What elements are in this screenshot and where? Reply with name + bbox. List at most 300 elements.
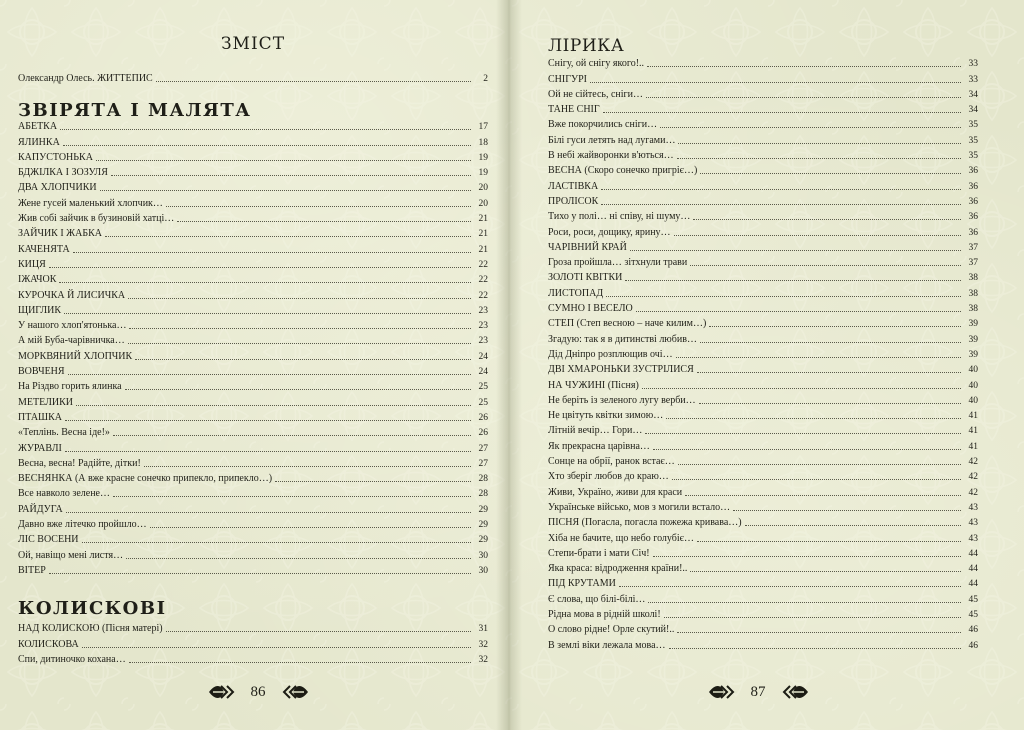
dot-leader: [82, 542, 471, 543]
toc-entry-title: НАД КОЛИСКОЮ (Пісня матері): [18, 623, 163, 635]
section-title-liryka: ЛІРИКА: [548, 36, 625, 56]
toc-entry-page: 46: [968, 640, 978, 651]
toc-entry: [548, 269, 978, 284]
toc-entry-page: 40: [968, 365, 978, 376]
toc-entry-page: 35: [968, 120, 978, 131]
toc-entry: [548, 223, 978, 238]
toc-entry-title: В небі жайворонки в'ються…: [548, 150, 674, 162]
dot-leader: [126, 558, 471, 559]
toc-entry-title: ЧАРІВНИЙ КРАЙ: [548, 241, 627, 253]
toc-entry-page: 33: [968, 74, 978, 85]
toc-entry: [18, 179, 488, 194]
toc-entry-page: 18: [478, 137, 488, 148]
toc-entry-title: КИЦЯ: [18, 258, 46, 270]
toc-entry: [18, 485, 488, 500]
toc-entry-title: КОЛИСКОВА: [18, 638, 79, 650]
toc-entry: [548, 606, 978, 621]
toc-entry: [548, 330, 978, 345]
toc-entry: [548, 621, 978, 636]
toc-entry: [18, 70, 488, 85]
dot-leader: [653, 449, 961, 450]
toc-entry-page: 25: [478, 397, 488, 408]
toc-entry: [18, 651, 488, 666]
toc-entry-title: У нашого хлоп'ятонька…: [18, 320, 127, 332]
toc-entry-title: КАПУСТОНЬКА: [18, 151, 93, 163]
toc-entry-title: Хіба не бачите, що небо голубіє…: [548, 532, 694, 544]
toc-entry-page: 37: [968, 242, 978, 253]
toc-entry-page: 36: [968, 212, 978, 223]
dot-leader: [150, 527, 471, 528]
toc-entry-title: ЛІС ВОСЕНИ: [18, 534, 79, 546]
dot-leader: [105, 236, 471, 237]
toc-entry-title: Згадую: так я в дитинстві любив…: [548, 333, 697, 345]
dot-leader: [590, 82, 961, 83]
toc-entry-page: 22: [478, 275, 488, 286]
toc-entry-title: ПРОЛІСОК: [548, 195, 599, 207]
toc-entry: [18, 635, 488, 650]
toc-entry: [18, 118, 488, 133]
dot-leader: [664, 617, 961, 618]
dot-leader: [690, 571, 961, 572]
toc-entry-title: «Теплінь. Весна іде!»: [18, 427, 110, 439]
toc-entry-page: 30: [478, 565, 488, 576]
toc-entry: [548, 376, 978, 391]
dot-leader: [82, 647, 471, 648]
dot-leader: [166, 631, 471, 632]
dot-leader: [49, 573, 471, 574]
toc-entry: [548, 162, 978, 177]
toc-entry: [18, 455, 488, 470]
toc-entry-page: 42: [968, 487, 978, 498]
toc-entry-page: 44: [968, 548, 978, 559]
toc-entry-title: Дід Дніпро розплющив очі…: [548, 348, 673, 360]
toc-entry-page: 28: [478, 489, 488, 500]
toc-entry-title: МЕТЕЛИКИ: [18, 396, 73, 408]
left-ornament-icon: [207, 682, 241, 702]
toc-entry: [18, 500, 488, 515]
dot-leader: [645, 433, 961, 434]
toc-entry-title: ІЖАЧОК: [18, 274, 57, 286]
toc-entry-title: Снігу, ой снігу якого!..: [548, 58, 645, 70]
toc-entry: [18, 240, 488, 255]
toc-entry-page: 43: [968, 502, 978, 513]
toc-entry: [18, 210, 488, 225]
toc-entry-page: 29: [478, 520, 488, 531]
dot-leader: [660, 127, 961, 128]
toc-entry: [18, 562, 488, 577]
dot-leader: [690, 265, 961, 266]
toc-entry-page: 34: [968, 89, 978, 100]
dot-leader: [653, 556, 961, 557]
toc-entry: [18, 531, 488, 546]
toc-entry: [548, 300, 978, 315]
toc-entry-page: 42: [968, 457, 978, 468]
toc-entry: [18, 194, 488, 209]
toc-entry: [548, 636, 978, 651]
toc-entry-title: Весна, весна! Радійте, дітки!: [18, 457, 141, 469]
toc-entry-title: МОРКВЯНИЙ ХЛОПЧИК: [18, 350, 133, 362]
toc-entry-page: 38: [968, 273, 978, 284]
toc-entry: [18, 363, 488, 378]
toc-entry-page: 22: [478, 259, 488, 270]
toc-entry-page: 21: [478, 244, 488, 255]
toc-entry: [18, 149, 488, 164]
right-ornament-icon: [776, 682, 810, 702]
toc-entry-title: ЗАЙЧИК І ЖАБКА: [18, 228, 102, 240]
toc-entry-page: 17: [478, 122, 488, 133]
toc-entry-title: НА ЧУЖИНІ (Пісня): [548, 379, 639, 391]
dot-leader: [601, 204, 961, 205]
toc-entry: [18, 133, 488, 148]
toc-entry-page: 39: [968, 349, 978, 360]
dot-leader: [65, 451, 471, 452]
toc-entry-title: ДВІ ХМАРОНЬКИ ЗУСТРІЛИСЯ: [548, 364, 694, 376]
toc-entry-title: ТАНЕ СНІГ: [548, 104, 600, 116]
toc-entry-page: 22: [478, 290, 488, 301]
toc-entry: [18, 271, 488, 286]
toc-entry: [18, 256, 488, 271]
toc-entry-page: 36: [968, 227, 978, 238]
dot-leader: [144, 466, 471, 467]
toc-entry: [548, 55, 978, 70]
toc-entry-page: 37: [968, 258, 978, 269]
dot-leader: [49, 267, 471, 268]
dot-leader: [73, 252, 471, 253]
dot-leader: [677, 632, 961, 633]
toc-entry-page: 42: [968, 472, 978, 483]
dot-leader: [68, 374, 471, 375]
toc-entry: [548, 514, 978, 529]
toc-entry-title: ЯЛИНКА: [18, 136, 60, 148]
dot-leader: [135, 359, 471, 360]
left-ornament-icon: [707, 682, 741, 702]
toc-entry-title: Жене гусей маленький хлопчик…: [18, 197, 163, 209]
book-gutter: [496, 0, 522, 730]
toc-entry: [18, 347, 488, 362]
toc-entry-title: А мій Буба-чарівничка…: [18, 335, 125, 347]
toc-entry-page: 24: [478, 367, 488, 378]
toc-entry-title: Жив собі зайчик в бузиновій хатці…: [18, 213, 175, 225]
toc-entry: [548, 254, 978, 269]
toc-entry-title: ВІТЕР: [18, 564, 46, 576]
toc-entry: [548, 453, 978, 468]
toc-entry-title: ВЕСНА (Скоро сонечко пригріє…): [548, 165, 698, 177]
toc-entry: [548, 361, 978, 376]
dot-leader: [156, 81, 471, 82]
toc-entry: [18, 286, 488, 301]
toc-entry: [548, 86, 978, 101]
toc-entry: [548, 529, 978, 544]
page-number-left: [188, 679, 328, 705]
toc-entry-page: 31: [478, 624, 488, 635]
toc-entry-page: 24: [478, 351, 488, 362]
toc-entry: [18, 378, 488, 393]
toc-entry-title: Степи-брати і мати Січ!: [548, 547, 650, 559]
toc-entry-page: 38: [968, 288, 978, 299]
toc-entry: [548, 468, 978, 483]
toc-entry: [548, 590, 978, 605]
dot-leader: [733, 510, 961, 511]
toc-entry-page: 46: [968, 625, 978, 636]
toc-entry-page: 21: [478, 214, 488, 225]
dot-leader: [125, 389, 471, 390]
toc-entry: [18, 317, 488, 332]
toc-entry-page: 36: [968, 181, 978, 192]
dot-leader: [697, 541, 961, 542]
toc-entry: [548, 422, 978, 437]
toc-intro-list: [18, 70, 488, 85]
toc-entry: [548, 131, 978, 146]
toc-entry-page: 23: [478, 321, 488, 332]
toc-list-zviriata: [18, 118, 488, 577]
toc-entry-page: 20: [478, 198, 488, 209]
toc-entry-title: Не беріть із зеленого лугу верби…: [548, 394, 696, 406]
toc-entry-page: 34: [968, 105, 978, 116]
dot-leader: [685, 495, 961, 496]
toc-entry-page: 28: [478, 474, 488, 485]
toc-entry-page: 40: [968, 380, 978, 391]
toc-entry: [18, 424, 488, 439]
page-number-text: 86: [250, 683, 266, 700]
dot-leader: [601, 189, 961, 190]
toc-entry-page: 45: [968, 594, 978, 605]
toc-entry-title: Рідна мова в рідній школі!: [548, 608, 661, 620]
dot-leader: [128, 343, 471, 344]
toc-entry: [18, 332, 488, 347]
dot-leader: [678, 143, 961, 144]
dot-leader: [166, 206, 471, 207]
toc-entry-page: 43: [968, 518, 978, 529]
toc-entry-title: ПІД КРУТАМИ: [548, 578, 616, 590]
toc-entry: [18, 302, 488, 317]
toc-entry: [18, 164, 488, 179]
dot-leader: [678, 464, 961, 465]
toc-entry: [548, 208, 978, 223]
section-title-kolyskovi: КОЛИСКОВІ: [18, 598, 167, 619]
toc-entry-title: ЗОЛОТІ КВІТКИ: [548, 272, 623, 284]
toc-entry: [18, 470, 488, 485]
dot-leader: [129, 328, 471, 329]
dot-leader: [63, 145, 471, 146]
toc-entry-title: КУРОЧКА Й ЛИСИЧКА: [18, 289, 126, 301]
toc-entry-page: 41: [968, 426, 978, 437]
toc-entry-page: 27: [478, 458, 488, 469]
toc-entry-title: БДЖІЛКА І ЗОЗУЛЯ: [18, 167, 108, 179]
toc-entry: [548, 101, 978, 116]
toc-entry-title: Давно вже літечко пройшло…: [18, 519, 147, 531]
toc-entry-page: 2: [483, 74, 488, 85]
toc-entry-page: 32: [478, 654, 488, 665]
toc-entry: [548, 483, 978, 498]
toc-entry: [548, 147, 978, 162]
toc-list-kolyskovi: [18, 620, 488, 666]
toc-entry: [18, 439, 488, 454]
toc-entry-page: 26: [478, 428, 488, 439]
toc-entry: [548, 437, 978, 452]
toc-entry-title: Роси, роси, дощику, ярину…: [548, 226, 671, 238]
dot-leader: [642, 388, 961, 389]
toc-entry-title: ЛАСТІВКА: [548, 180, 599, 192]
toc-entry: [18, 620, 488, 635]
toc-entry-page: 21: [478, 229, 488, 240]
dot-leader: [113, 496, 471, 497]
toc-entry: [548, 193, 978, 208]
toc-entry-page: 23: [478, 336, 488, 347]
toc-entry-page: 27: [478, 443, 488, 454]
page-number-text: 87: [750, 683, 766, 700]
toc-entry-page: 23: [478, 305, 488, 316]
toc-entry-title: ВЕСНЯНКА (А вже красне сонечко припекло, припекло…): [18, 473, 273, 485]
toc-entry-title: СНІГУРІ: [548, 73, 587, 85]
toc-entry-page: 32: [478, 639, 488, 650]
dot-leader: [96, 160, 471, 161]
toc-entry: [548, 545, 978, 560]
dot-leader: [669, 648, 961, 649]
toc-entry: [548, 70, 978, 85]
toc-entry-title: Спи, дитиночко кохана…: [18, 653, 126, 665]
toc-entry: [548, 392, 978, 407]
dot-leader: [700, 173, 961, 174]
dot-leader: [76, 405, 471, 406]
dot-leader: [603, 112, 961, 113]
dot-leader: [674, 235, 961, 236]
toc-entry-title: Тихо у полі… ні співу, ні шуму…: [548, 211, 691, 223]
toc-entry: [548, 239, 978, 254]
toc-entry-title: Як прекрасна царівна…: [548, 440, 650, 452]
toc-entry-page: 44: [968, 579, 978, 590]
dot-leader: [65, 420, 471, 421]
toc-entry-page: 25: [478, 382, 488, 393]
toc-entry-page: 36: [968, 196, 978, 207]
dot-leader: [709, 326, 961, 327]
toc-entry: [548, 315, 978, 330]
toc-entry: [548, 346, 978, 361]
toc-entry-title: Вже покорчились сніги…: [548, 119, 658, 131]
toc-entry-title: ЖУРАВЛІ: [18, 442, 62, 454]
dot-leader: [648, 602, 961, 603]
toc-entry-page: 44: [968, 564, 978, 575]
toc-entry-title: Гроза пройшла… зітхнули трави: [548, 257, 688, 269]
toc-entry-title: ЛИСТОПАД: [548, 287, 604, 299]
dot-leader: [647, 66, 961, 67]
dot-leader: [672, 479, 961, 480]
toc-entry-title: Все навколо зелене…: [18, 488, 110, 500]
dot-leader: [697, 372, 961, 373]
toc-entry-page: 19: [478, 168, 488, 179]
dot-leader: [630, 250, 961, 251]
page-number-right: [688, 679, 828, 705]
toc-entry: [548, 560, 978, 575]
dot-leader: [100, 190, 471, 191]
dot-leader: [745, 525, 961, 526]
dot-leader: [625, 280, 961, 281]
toc-entry-page: 39: [968, 319, 978, 330]
dot-leader: [60, 129, 471, 130]
section-title-zviriata: ЗВІРЯТА І МАЛЯТА: [18, 100, 252, 121]
contents-title: ЗМІСТ: [220, 34, 286, 54]
dot-leader: [636, 311, 961, 312]
dot-leader: [177, 221, 471, 222]
toc-entry: [18, 409, 488, 424]
toc-entry-page: 40: [968, 395, 978, 406]
dot-leader: [666, 418, 961, 419]
dot-leader: [646, 97, 961, 98]
toc-entry-page: 26: [478, 412, 488, 423]
toc-entry-title: СУМНО І ВЕСЕЛО: [548, 303, 633, 315]
toc-entry-title: Білі гуси летять над лугами…: [548, 134, 676, 146]
toc-entry-page: 41: [968, 441, 978, 452]
toc-list-liryka: [548, 55, 978, 652]
toc-entry-title: ЩИГЛИК: [18, 304, 62, 316]
toc-entry-page: 29: [478, 504, 488, 515]
dot-leader: [129, 662, 471, 663]
toc-entry-page: 19: [478, 152, 488, 163]
toc-entry-title: Літній вечір… Гори…: [548, 425, 643, 437]
dot-leader: [64, 313, 471, 314]
toc-entry: [548, 284, 978, 299]
toc-entry-title: ПІСНЯ (Погасла, погасла пожежа кривава…): [548, 517, 742, 529]
toc-entry-page: 41: [968, 411, 978, 422]
toc-entry-title: КАЧЕНЯТА: [18, 243, 70, 255]
dot-leader: [699, 403, 961, 404]
toc-entry-page: 45: [968, 609, 978, 620]
dot-leader: [619, 586, 961, 587]
toc-entry-page: 29: [478, 535, 488, 546]
toc-entry-page: 35: [968, 135, 978, 146]
toc-entry-title: Яка краса: відродження країни!..: [548, 563, 688, 575]
left-page: [18, 0, 488, 730]
toc-entry-title: Ой, навіщо мені листя…: [18, 549, 124, 561]
toc-entry: [18, 393, 488, 408]
toc-entry-title: Живи, Україно, живи для краси: [548, 486, 683, 498]
toc-entry-title: ВОВЧЕНЯ: [18, 366, 65, 378]
toc-entry: [548, 407, 978, 422]
toc-entry: [548, 575, 978, 590]
toc-entry: [18, 516, 488, 531]
dot-leader: [676, 357, 961, 358]
toc-entry-title: О слово рідне! Орле скутий!..: [548, 624, 675, 636]
toc-entry-page: 38: [968, 304, 978, 315]
dot-leader: [693, 219, 961, 220]
dot-leader: [128, 298, 471, 299]
toc-entry-page: 36: [968, 166, 978, 177]
toc-entry-title: СТЕП (Степ весною – наче килим…): [548, 318, 707, 330]
toc-entry-title: ДВА ХЛОПЧИКИ: [18, 182, 97, 194]
toc-entry-page: 43: [968, 533, 978, 544]
toc-entry-title: Олександр Олесь. ЖИТТЕПИС: [18, 73, 153, 85]
toc-entry-title: Сонце на обрії, ранок встає…: [548, 456, 675, 468]
toc-entry-title: РАЙДУГА: [18, 503, 63, 515]
toc-entry-page: 39: [968, 334, 978, 345]
right-ornament-icon: [276, 682, 310, 702]
toc-entry-title: На Різдво горить ялинка: [18, 381, 122, 393]
dot-leader: [66, 512, 471, 513]
toc-entry: [18, 546, 488, 561]
toc-entry-title: Ой не сійтесь, сніги…: [548, 88, 644, 100]
toc-entry: [548, 177, 978, 192]
toc-entry: [548, 499, 978, 514]
toc-entry-page: 30: [478, 550, 488, 561]
toc-entry: [18, 225, 488, 240]
toc-entry-page: 35: [968, 151, 978, 162]
dot-leader: [700, 342, 961, 343]
toc-entry-title: АБЕТКА: [18, 121, 58, 133]
dot-leader: [275, 481, 471, 482]
dot-leader: [111, 175, 471, 176]
toc-entry-title: Українське військо, мов з могили встало…: [548, 501, 731, 513]
toc-entry-title: Не цвітуть квітки зимою…: [548, 410, 664, 422]
toc-entry-title: Хто зберіг любов до краю…: [548, 471, 669, 483]
